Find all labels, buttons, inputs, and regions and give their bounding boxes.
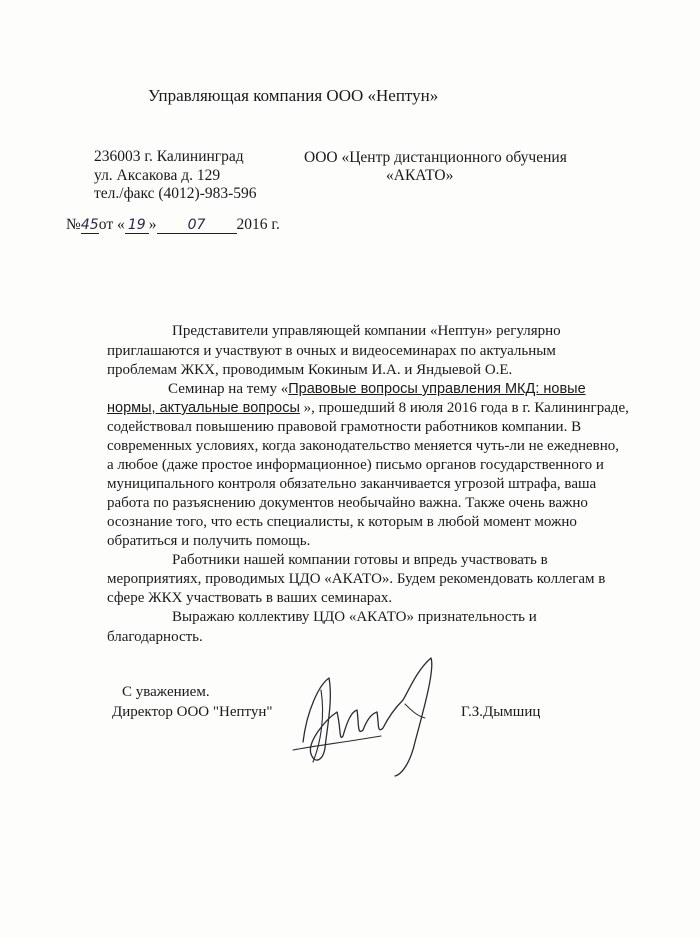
closing-regards: С уважением. [122,684,210,700]
date-from: от « [98,216,125,233]
body-line: содействовал повышению правовой грамотности работников компании. В [107,419,582,435]
sender-address-line-2: ул. Аксакова д. 129 [94,167,221,184]
seminar-topic-2: нормы, актуальные вопросы [107,400,300,416]
body-line: благодарность. [107,629,203,645]
letter-number: 45 [80,217,99,233]
body-line: приглашаются и участвуют в очных и видеосеминарах по актуальным [107,343,556,359]
body-line: Работники нашей компании готовы и впредь участвовать в [172,552,548,568]
body-line: работа по разъяснению документов необычайно важна. Также очень важно [107,495,588,511]
date-year: 2016 г. [236,216,280,233]
recipient-line-1: ООО «Центр дистанционного обучения [304,149,567,166]
reference-line [66,216,280,234]
seminar-topic-1: Правовые вопросы управления МКД: новые [288,381,586,397]
body-line: проблемам ЖКХ, проводимым Кокиным И.А. и Яндыевой О.Е. [107,362,513,378]
date-day: 19 [125,217,149,234]
body-line: обратиться и получить помощь. [107,533,311,549]
signer-position: Директор ООО "Нептун" [112,704,273,720]
seminar-after-topic: », прошедший 8 июля 2016 года в г. Калининграде, [299,400,629,416]
body-line-seminar [168,380,586,400]
body-line: современных условиях, когда законодательство меняется чуть-ли не ежедневно, [107,438,620,454]
body-line: а любое (даже простое информационное) письмо органов государственного и [107,457,604,473]
company-title: Управляющая компания ООО «Нептун» [148,86,439,105]
body-line: муниципального контроля обязательно заканчивается угрозой штрафа, ваша [107,476,597,492]
body-line: сфере ЖКХ участвовать в ваших семинарах. [107,590,393,606]
sender-address-line-1: 236003 г. Калининград [94,148,244,165]
seminar-lead: Семинар на тему « [168,381,289,397]
body-line-seminar-2 [107,399,629,419]
body-line: Представители управляющей компании «Нептун» регулярно [172,323,561,339]
body-line: осознание того, что есть специалисты, к которым в любой момент можно [107,514,577,530]
recipient-line-2: «АКАТО» [386,167,454,184]
sender-address-line-3: тел./факс (4012)-983-596 [94,185,257,202]
handwritten-signature [285,650,445,780]
signer-name: Г.З.Дымшиц [461,704,541,720]
body-line: мероприятиях, проводимых ЦДО «АКАТО». Будем рекомендовать коллегам в [107,571,606,587]
date-month: 07 [157,217,237,234]
body-line: Выражаю коллективу ЦДО «АКАТО» признательность и [172,609,537,625]
date-quote: » [148,216,157,233]
number-sign: № [66,216,81,233]
